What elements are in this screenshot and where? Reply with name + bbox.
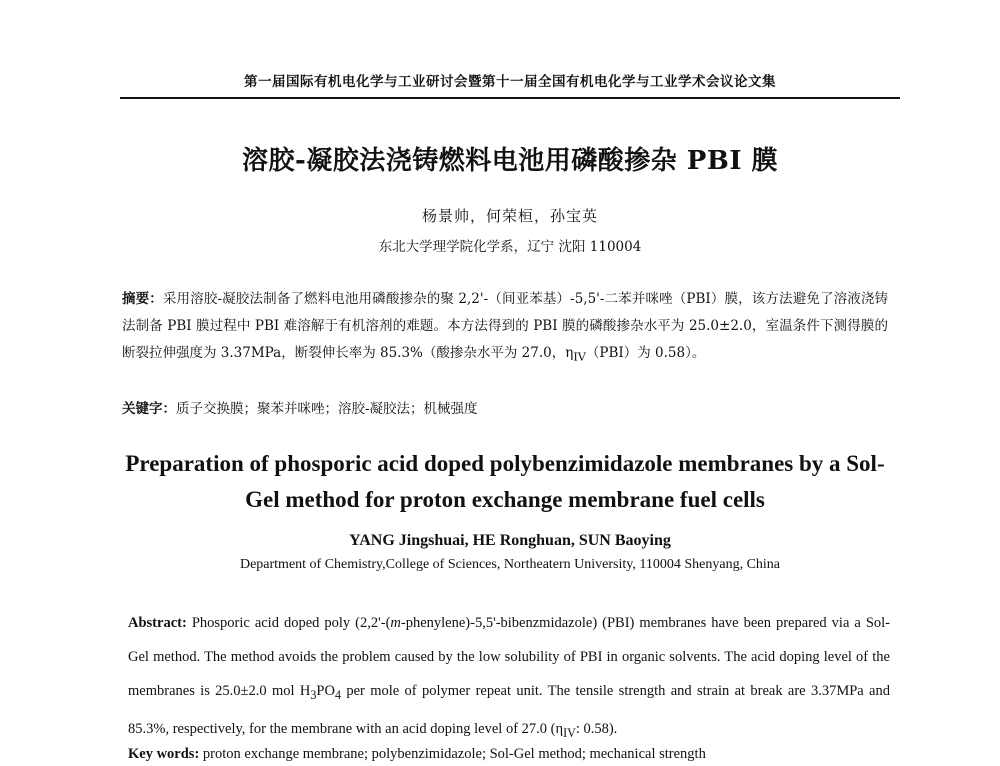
- chinese-affiliation: 东北大学理学院化学系，辽宁 沈阳 110004: [378, 239, 642, 255]
- english-title: Preparation of phosporic acid doped polybenzimidazole membranes by a Sol-Gel method for proton exchange membrane fuel cells: [125, 451, 885, 512]
- chinese-title: 溶胶-凝胶法浇铸燃料电池用磷酸掺杂 PBI 膜: [241, 146, 779, 176]
- chinese-abstract-label: 摘要：: [122, 291, 163, 307]
- english-keywords: [128, 742, 890, 766]
- header-rule: [120, 97, 900, 99]
- english-keywords-label: Key words:: [128, 746, 200, 762]
- english-abstract-italic-m: m: [390, 615, 401, 631]
- english-eta-subscript: IV: [563, 725, 576, 740]
- chinese-abstract-tail: （PBI）为 0.58）。: [585, 345, 706, 361]
- chinese-keywords: [122, 397, 888, 421]
- running-header: 第一届国际有机电化学与工业研讨会暨第十一届全国有机电化学与工业学术会议论文集: [244, 74, 776, 90]
- english-abstract-part2: -phenylene)-5,5'-bibenzmidazole) (PBI) membranes have been prepared via a Sol-Gel method. The method avoids the problem caused by the low solubility of PBI in organic solvents. The acid doping level of the membranes is 25.0±2.0 mol H: [128, 615, 890, 699]
- h3po4-subscript-3: 3: [310, 687, 317, 702]
- chinese-keywords-label: 关键字：: [122, 401, 176, 417]
- chinese-abstract-text: 采用溶胶-凝胶法制备了燃料电池用磷酸掺杂的聚 2,2'-（间亚苯基）-5,5'-二苯并咪唑（PBI）膜，该方法避免了溶液浇铸法制备 PBI 膜过程中 PBI 难溶解于有机溶剂的难题。本方法得到的 PBI 膜的磷酸掺杂水平为 25.0±2.0，室温条件下测得膜的断裂拉伸强度为 3.37MPa，断裂伸长率为 85.3%（酸掺杂水平为 27.0，η: [122, 291, 889, 361]
- english-abstract-part4: : 0.58).: [575, 720, 618, 737]
- english-keywords-text: proton exchange membrane; polybenzimidazole; Sol-Gel method; mechanical strength: [202, 746, 706, 762]
- chinese-authors: 杨景帅，何荣桓，孙宝英: [421, 207, 598, 225]
- english-abstract-part3: per mole of polymer repeat unit. The tensile strength and strain at break are 3.37MPa and 85.3%, respectively, for the membrane with an acid doping level of 27.0 (η: [128, 683, 890, 737]
- h3po4-subscript-4: 4: [334, 687, 341, 702]
- english-abstract-label: Abstract:: [128, 615, 187, 631]
- h3po4-po: PO: [316, 683, 335, 699]
- chinese-eta-subscript: IV: [573, 350, 586, 364]
- english-affiliation: Department of Chemistry,College of Sciences, Northeatern University, 110004 Shenyang, China: [239, 557, 781, 572]
- english-abstract: [128, 606, 890, 750]
- chinese-abstract: [122, 286, 888, 371]
- chinese-keywords-text: 质子交换膜；聚苯并咪唑；溶胶-凝胶法；机械强度: [176, 401, 478, 417]
- english-abstract-part1: Phosporic acid doped poly (2,2'-(: [191, 615, 391, 631]
- english-authors: YANG Jingshuai, HE Ronghuan, SUN Baoying: [349, 532, 671, 549]
